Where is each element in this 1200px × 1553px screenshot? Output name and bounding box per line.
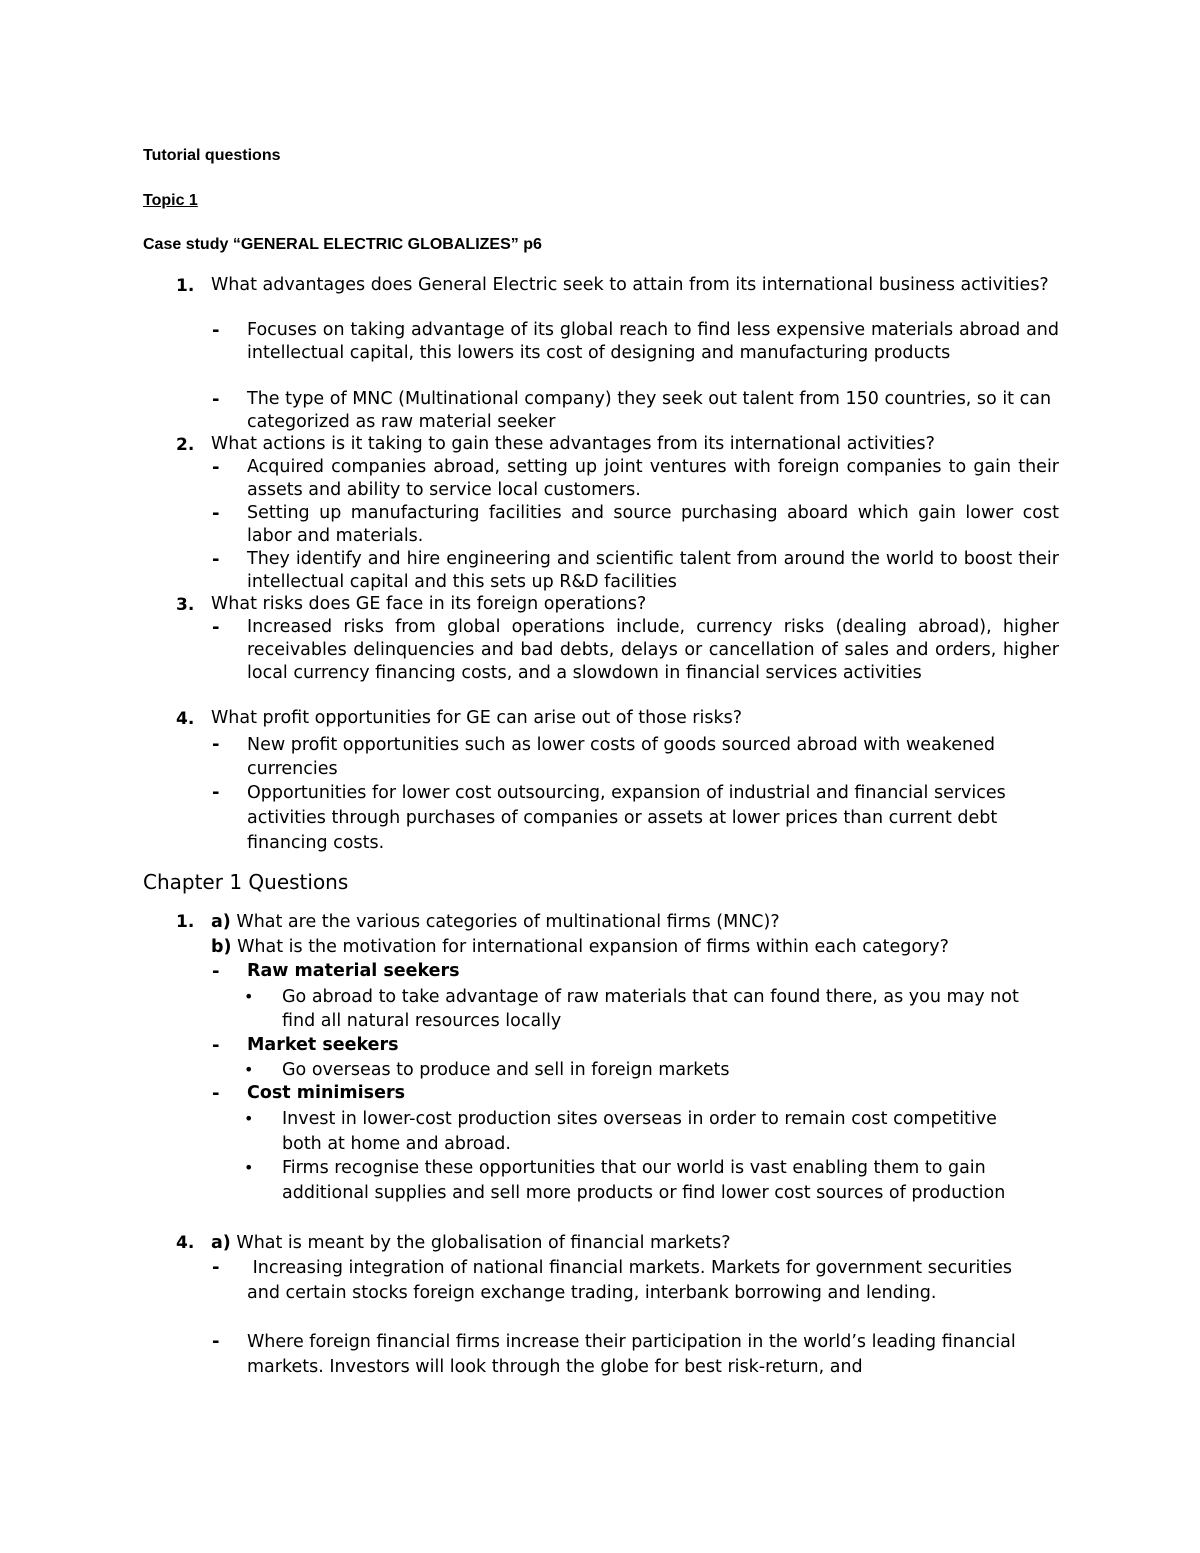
dash-icon: - <box>212 389 220 410</box>
question-text: What risks does GE face in its foreign operations? <box>211 594 647 614</box>
question-part-a <box>211 1231 1059 1256</box>
category-title: Cost minimisers <box>247 1083 405 1103</box>
dash-icon: - <box>212 617 220 638</box>
bullet-text: Invest in lower-cost production sites overseas in order to remain cost competitive both at home and abroad. <box>282 1109 997 1154</box>
dash-icon: - <box>212 549 220 570</box>
bullet-text: Go abroad to take advantage of raw materials that can found there, as you may not find all natural resources locally <box>282 987 1019 1031</box>
answer-text: Increased risks from global operations include, currency risks (dealing abroad), higher receivables delinquencies and bad debts, delays or cancellation of sales and orders, higher local currency financing costs, and a slowdown in financial services activities <box>247 617 1059 683</box>
answer-text: New profit opportunities such as lower costs of goods sourced abroad with weakened currencies <box>247 735 995 779</box>
dash-icon: - <box>212 1083 220 1104</box>
part-a-label: a) <box>211 1233 231 1253</box>
bullet-icon: • <box>244 1158 254 1177</box>
question-number: 1. <box>176 912 195 932</box>
question-part-b <box>211 935 1059 960</box>
answer-text: Setting up manufacturing facilities and source purchasing aboard which gain lower cost labor and materials. <box>247 503 1059 546</box>
question-number: 4. <box>176 1233 195 1253</box>
question-number: 4. <box>176 709 195 729</box>
answer-text: Where foreign financial firms increase their participation in the world’s leading financial markets. Investors will look through the globe for best risk-return, and <box>247 1332 1016 1377</box>
part-b-text: What is the motivation for international expansion of firms within each category? <box>237 937 949 957</box>
document-title: Tutorial questions <box>143 147 281 164</box>
dash-icon: - <box>212 320 220 341</box>
part-a-text: What is meant by the globalisation of financial markets? <box>236 1233 731 1253</box>
question-number: 3. <box>176 595 195 615</box>
part-b-label: b) <box>211 937 232 957</box>
question-text: What actions is it taking to gain these advantages from its international activities? <box>211 434 935 454</box>
answer-text: Increasing integration of national financial markets. Markets for government securities and certain stocks foreign exchange trading, interbank borrowing and lending. <box>247 1258 1018 1303</box>
bullet-icon: • <box>244 1109 254 1128</box>
answer-text: Opportunities for lower cost outsourcing, expansion of industrial and financial services activities through purchases of companies or assets at lower prices than current debt financing costs. <box>247 783 1006 853</box>
question-text: What profit opportunities for GE can arise out of those risks? <box>211 708 743 728</box>
dash-icon: - <box>212 1035 220 1056</box>
answer-text: They identify and hire engineering and scientific talent from around the world to boost their intellectual capital and this sets up R&D facilities <box>247 549 1059 592</box>
bullet-text: Firms recognise these opportunities that our world is vast enabling them to gain additional supplies and sell more products or find lower cost sources of production <box>282 1158 1006 1203</box>
answer-text: Acquired companies abroad, setting up joint ventures with foreign companies to gain their assets and ability to service local customers. <box>247 457 1059 500</box>
topic-heading: Topic 1 <box>143 192 198 209</box>
answer-text: The type of MNC (Multinational company) they seek out talent from 150 countries, so it can categorized as raw material seeker <box>247 389 1052 432</box>
case-study-heading: Case study “GENERAL ELECTRIC GLOBALIZES” p6 <box>143 236 542 253</box>
part-a-text: What are the various categories of multinational firms (MNC)? <box>236 912 780 932</box>
question-text: What advantages does General Electric seek to attain from its international business activities? <box>211 275 1049 295</box>
dash-icon: - <box>212 1331 220 1352</box>
dash-icon: - <box>212 457 220 478</box>
question-part-a <box>211 910 1059 935</box>
chapter-heading: Chapter 1 Questions <box>143 870 349 894</box>
dash-icon: - <box>212 503 220 524</box>
question-number: 1. <box>176 276 195 296</box>
answer-text: Focuses on taking advantage of its global reach to find less expensive materials abroad and intellectual capital, this lowers its cost of designing and manufacturing products <box>247 320 1059 363</box>
dash-icon: - <box>212 734 220 755</box>
bullet-icon: • <box>244 1060 254 1079</box>
dash-icon: - <box>212 1257 220 1278</box>
dash-icon: - <box>212 961 220 982</box>
part-a-label: a) <box>211 912 231 932</box>
bullet-icon: • <box>244 987 254 1006</box>
bullet-text: Go overseas to produce and sell in foreign markets <box>282 1060 730 1080</box>
dash-icon: - <box>212 782 220 803</box>
category-title: Market seekers <box>247 1035 399 1055</box>
question-number: 2. <box>176 435 195 455</box>
category-title: Raw material seekers <box>247 961 460 981</box>
